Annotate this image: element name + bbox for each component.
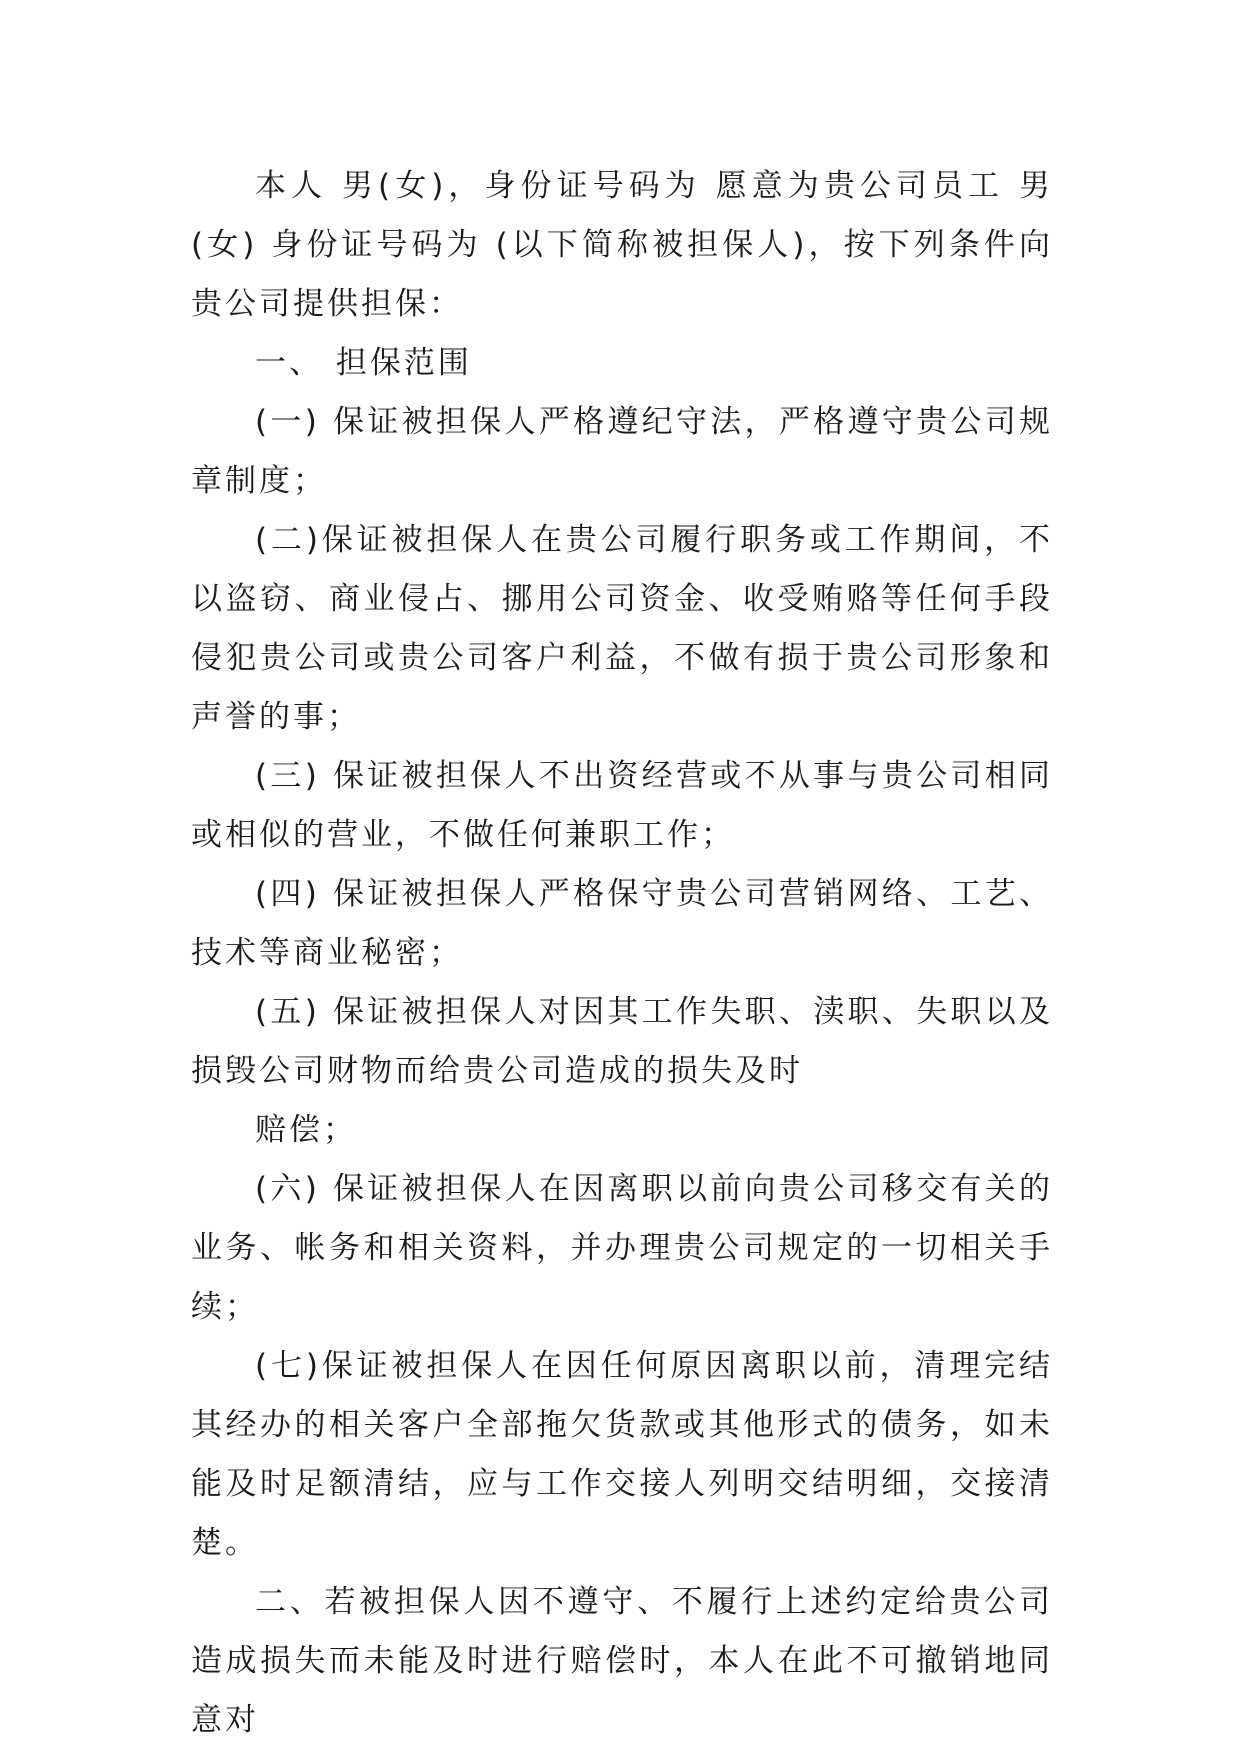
clause-3: (三) 保证被担保人不出资经营或不从事与贵公司相同或相似的营业，不做任何兼职工作； <box>191 758 1053 853</box>
section-heading-guarantee-scope: 一、 担保范围 <box>255 345 472 381</box>
clause-6: (六) 保证被担保人在因离职以前向贵公司移交有关的业务、帐务和相关资料，并办理贵公司规定的一切相关手续； <box>191 1171 1053 1325</box>
clause-7: (七)保证被担保人在因任何原因离职以前，清理完结其经办的相关客户全部拖欠货款或其他形式的债务，如未能及时足额清结，应与工作交接人列明交结明细，交接清楚。 <box>191 1348 1053 1561</box>
section-two-paragraph: 二、若被担保人因不遵守、不履行上述约定给贵公司造成损失而未能及时进行赔偿时，本人在此不可撤销地同意对 <box>191 1584 1053 1738</box>
clause-5: (五) 保证被担保人对因其工作失职、渎职、失职以及损毁公司财物而给贵公司造成的损失及时 <box>191 994 1053 1089</box>
clause-4: (四) 保证被担保人严格保守贵公司营销网络、工艺、技术等商业秘密； <box>191 876 1053 971</box>
clause-5-continued: 赔偿； <box>255 1112 357 1148</box>
clause-1: (一) 保证被担保人严格遵纪守法，严格遵守贵公司规章制度； <box>191 404 1053 499</box>
document-body <box>191 157 1053 1750</box>
clause-2: (二)保证被担保人在贵公司履行职务或工作期间，不以盗窃、商业侵占、挪用公司资金、收受贿赂等任何手段侵犯贵公司或贵公司客户利益，不做有损于贵公司形象和声誉的事； <box>191 522 1053 735</box>
intro-paragraph: 本人 男(女)，身份证号码为 愿意为贵公司员工 男(女) 身份证号码为 (以下简称被担保人)，按下列条件向贵公司提供担保： <box>191 168 1053 322</box>
